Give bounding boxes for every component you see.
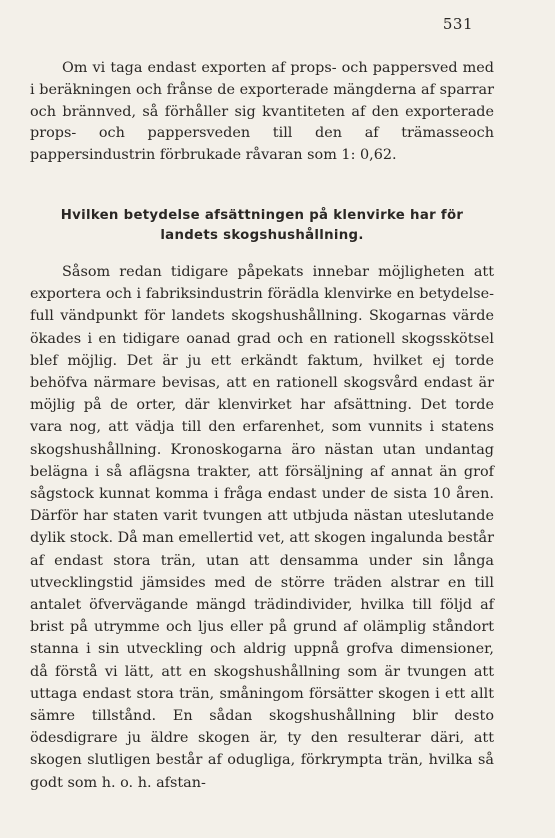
section-heading-line-2: landets skogshushållning.: [160, 228, 364, 243]
paragraph-forest-management: Såsom redan tidigare påpekats innebar möjligheten att exportera och i fabriksindustrin förädla klenvirke en betydelsefull vändpunkt för landets skogshushållning. Skogarnas värde ökades i en tidigare oanad grad och en rationell skogsskötsel blef möjlig. Det är ju ett erkändt faktum, hvilket ej torde behöfva närmare bevisas, att en rationell skogsvård endast är möjlig på de orter, där klenvirket har afsättning. Det torde vara nog, att vädja till den erfarenhet, som vunnits i statens skogshushållning. Kronoskogarna äro nästan utan undantag belägna i så aflägsna trakter, att försäljning af annat än grof sågstock kunnat komma i fråga endast under de sista 10 åren. Därför har staten varit tvungen att utbjuda nästan uteslutande dylik stock. Då man emellertid vet, att skogen ingalunda består af endast stora trän, utan att densamma under sin långa utvecklingstid jämsides med de större träden alstrar en till antalet öfvervägande mängd trädindivider, hvilka till följd af brist på utrymme och ljus eller på grund af olämplig ståndort stanna i sin utveckling och aldrig uppnå grofva dimensioner, då förstå vi lätt, att en skogshushållning som är tvungen att uttaga endast stora trän, småningom försätter skogen i ett allt sämre tillstånd. En sådan skogshushållning blir desto ödesdigrare ju äldre skogen är, ty den resulterar däri, att skogen slutligen består af odugliga, förkrympta trän, hvilka så godt som h. o. h. afstan-: [30, 264, 494, 791]
section-heading-line-1: Hvilken betydelse afsättningen på klenvirke har för: [60, 208, 464, 223]
section-heading: [30, 206, 494, 246]
paragraph-export-ratio: Om vi taga endast exporten af props- och pappersved med i beräkningen och frånse de exporterade mängderna af sparrar och brännved, så förhåller sig kvantiteten af den exporterade props- och pappersveden till den af trämasseoch pappersindustrin förbrukade råvaran som 1: 0,62.: [30, 60, 494, 164]
page-number: 531: [442, 15, 473, 33]
